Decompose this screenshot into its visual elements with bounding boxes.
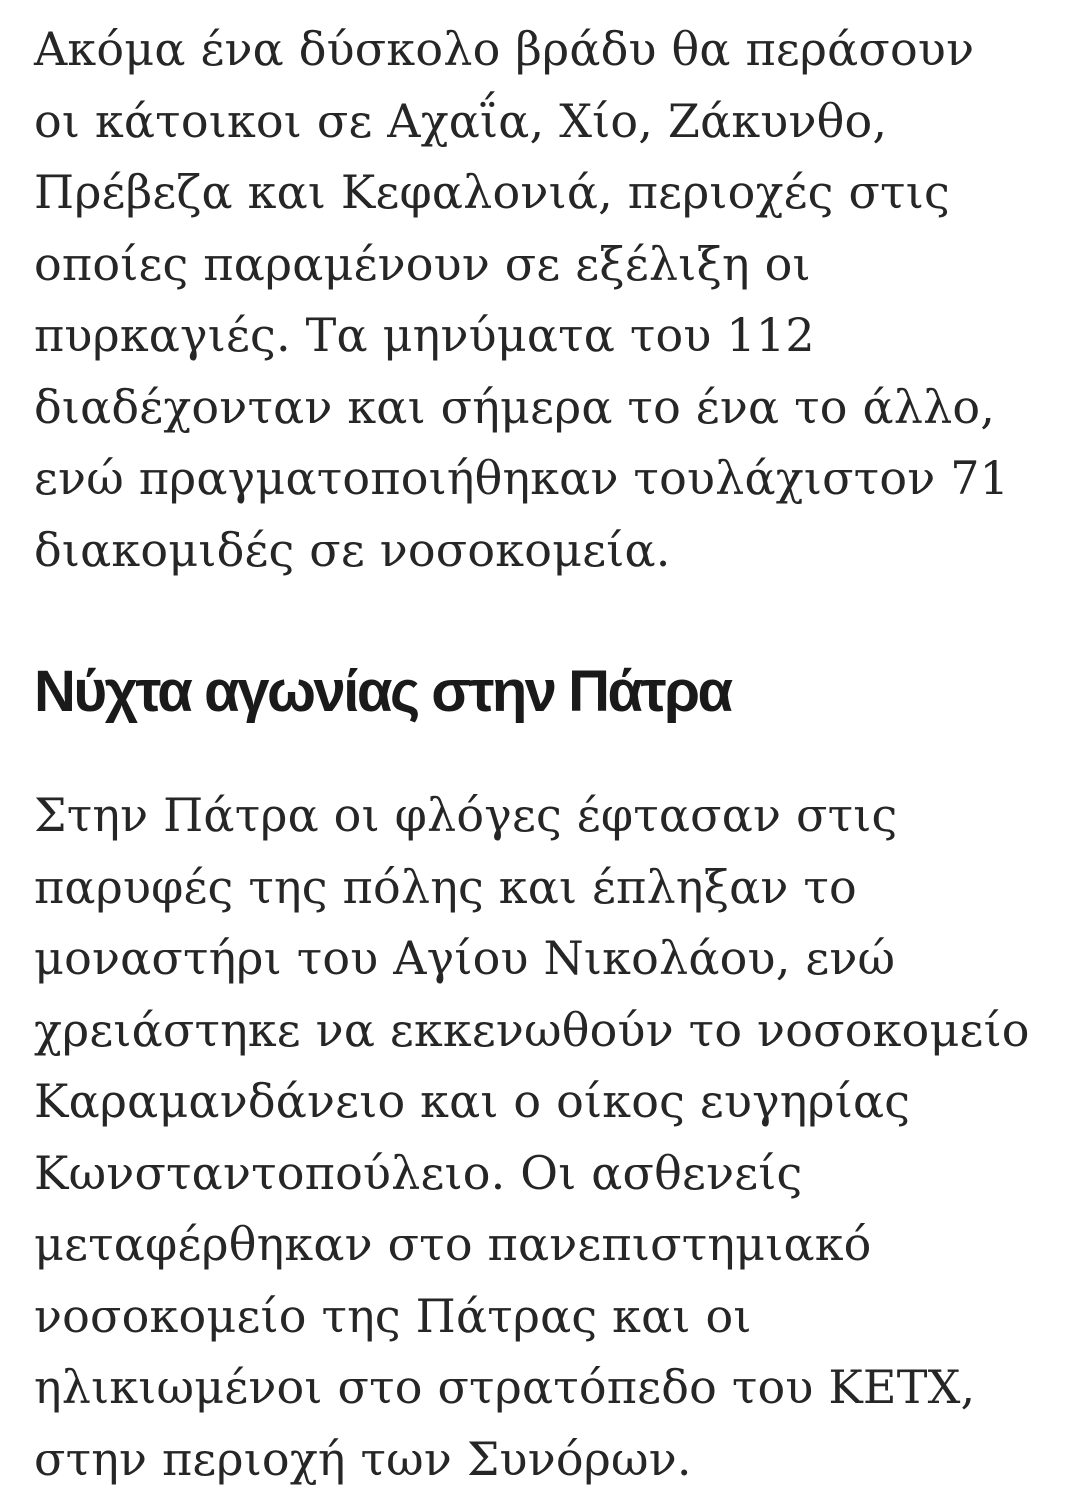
paragraph-line: νοσοκομείο της Πάτρας και οι (34, 1288, 752, 1343)
paragraph-line: Πρέβεζα και Κεφαλονιά, περιοχές στις (34, 165, 950, 219)
article-paragraph (34, 14, 1054, 586)
paragraph-line: Στην Πάτρα οι φλόγες έφτασαν στις (34, 788, 898, 842)
paragraph-line: Κωνσταντοπούλειο. Οι ασθενείς (34, 1145, 803, 1200)
paragraph-line: ενώ πραγματοποιήθηκαν τουλάχιστον 71 (34, 451, 1010, 505)
paragraph-line: οι κάτοικοι σε Αχαΐα, Χίο, Ζάκυνθο, (34, 93, 888, 148)
paragraph-line: Ακόμα ένα δύσκολο βράδυ θα περάσουν (34, 22, 975, 76)
paragraph-line: χρειάστηκε να εκκενωθούν το νοσοκομείο (34, 1002, 1030, 1057)
paragraph-line: στην περιοχή των Συνόρων. (34, 1431, 692, 1486)
paragraph-line: μοναστήρι του Αγίου Νικολάου, ενώ (34, 931, 896, 985)
article-body (34, 14, 1054, 1495)
paragraph-line: μεταφέρθηκαν στο πανεπιστημιακό (34, 1217, 872, 1271)
paragraph-line: Καραμανδάνειο και ο οίκος ευγηρίας (34, 1074, 911, 1128)
section-heading: Νύχτα αγωνίας στην Πάτρα (34, 659, 731, 724)
paragraph-line: διαδέχονταν και σήμερα το ένα το άλλο, (34, 379, 996, 434)
paragraph-line: παρυφές της πόλης και έπληξαν το (34, 859, 857, 914)
paragraph-line: οποίες παραμένουν σε εξέλιξη οι (34, 236, 811, 291)
paragraph-line: ηλικιωμένοι στο στρατόπεδο του ΚΕΤΧ, (34, 1360, 976, 1414)
paragraph-line: διακομιδές σε νοσοκομεία. (34, 522, 671, 577)
article-paragraph (34, 780, 1054, 1495)
paragraph-line: πυρκαγιές. Τα μηνύματα του 112 (34, 308, 815, 362)
